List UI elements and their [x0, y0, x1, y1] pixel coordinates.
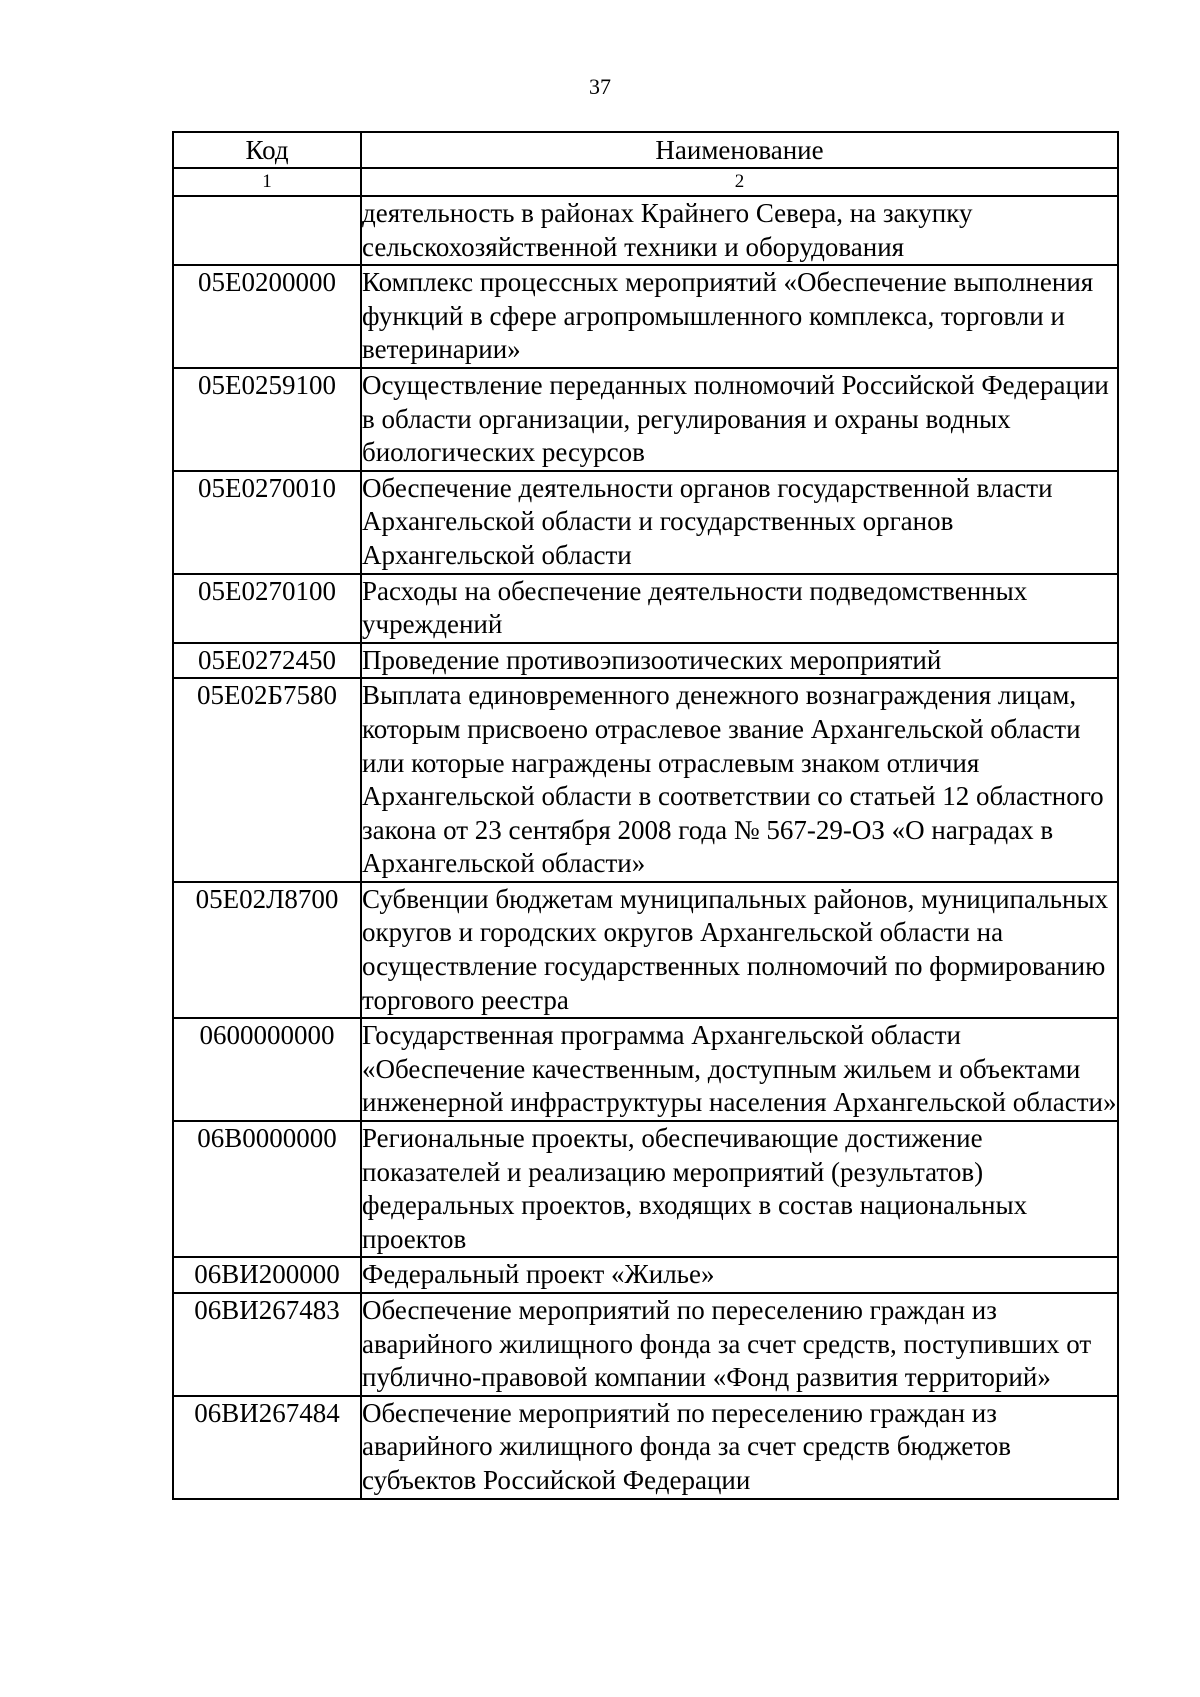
row-code: 05Е0270010	[173, 471, 361, 574]
row-code: 06В0000000	[173, 1121, 361, 1257]
header-row	[173, 132, 1118, 168]
table-row	[173, 265, 1118, 368]
row-name: Региональные проекты, обеспечивающие достижение показателей и реализацию мероприятий (результатов) федеральных проектов, входящих в состав национальных проектов	[361, 1121, 1118, 1257]
row-name: Выплата единовременного денежного вознаграждения лицам, которым присвоено отраслевое звание Архангельской области или которые награждены отраслевым знаком отличия Архангельской области в соответствии со статьей 12 областного закона от 23 сентября 2008 года № 567-29-ОЗ «О наградах в Архангельской области»	[361, 678, 1118, 882]
table-row	[173, 1121, 1118, 1257]
row-name: деятельность в районах Крайнего Севера, на закупку сельскохозяйственной техники и оборудования	[361, 196, 1118, 265]
column-number-row	[173, 168, 1118, 196]
table-row	[173, 678, 1118, 882]
header-name: Наименование	[361, 132, 1118, 168]
row-name: Комплекс процессных мероприятий «Обеспечение выполнения функций в сфере агропромышленного комплекса, торговли и ветеринарии»	[361, 265, 1118, 368]
column-number-name: 2	[361, 168, 1118, 196]
row-code: 05Е0270100	[173, 574, 361, 643]
row-name: Расходы на обеспечение деятельности подведомственных учреждений	[361, 574, 1118, 643]
row-name: Осуществление переданных полномочий Российской Федерации в области организации, регулирования и охраны водных биологических ресурсов	[361, 368, 1118, 471]
row-name: Государственная программа Архангельской области «Обеспечение качественным, доступным жильем и объектами инженерной инфраструктуры населения Архангельской области»	[361, 1018, 1118, 1121]
table-row	[173, 882, 1118, 1018]
row-name: Обеспечение деятельности органов государственной власти Архангельской области и государственных органов Архангельской области	[361, 471, 1118, 574]
row-code: 06ВИ267484	[173, 1396, 361, 1499]
row-code: 05Е0200000	[173, 265, 361, 368]
table-row	[173, 643, 1118, 679]
header-code: Код	[173, 132, 361, 168]
row-code: 0600000000	[173, 1018, 361, 1121]
row-name: Федеральный проект «Жилье»	[361, 1257, 1118, 1293]
row-code: 06ВИ200000	[173, 1257, 361, 1293]
table-row	[173, 1396, 1118, 1499]
budget-classification-table	[172, 131, 1119, 1500]
row-name: Проведение противоэпизоотических мероприятий	[361, 643, 1118, 679]
row-code: 05Е0259100	[173, 368, 361, 471]
table-row	[173, 368, 1118, 471]
page-number: 37	[589, 74, 611, 99]
column-number-code: 1	[173, 168, 361, 196]
row-code: 06ВИ267483	[173, 1293, 361, 1396]
row-code	[173, 196, 361, 265]
table-row	[173, 1293, 1118, 1396]
row-name: Обеспечение мероприятий по переселению граждан из аварийного жилищного фонда за счет средств бюджетов субъектов Российской Федерации	[361, 1396, 1118, 1499]
row-name: Субвенции бюджетам муниципальных районов, муниципальных округов и городских округов Архангельской области на осуществление государственных полномочий по формированию торгового реестра	[361, 882, 1118, 1018]
table-row	[173, 196, 1118, 265]
table-row	[173, 1018, 1118, 1121]
table-row	[173, 1257, 1118, 1293]
table-row	[173, 574, 1118, 643]
row-code: 05Е02Б7580	[173, 678, 361, 882]
row-name: Обеспечение мероприятий по переселению граждан из аварийного жилищного фонда за счет средств, поступивших от публично-правовой компании «Фонд развития территорий»	[361, 1293, 1118, 1396]
row-code: 05Е0272450	[173, 643, 361, 679]
table-row	[173, 471, 1118, 574]
row-code: 05Е02Л8700	[173, 882, 361, 1018]
